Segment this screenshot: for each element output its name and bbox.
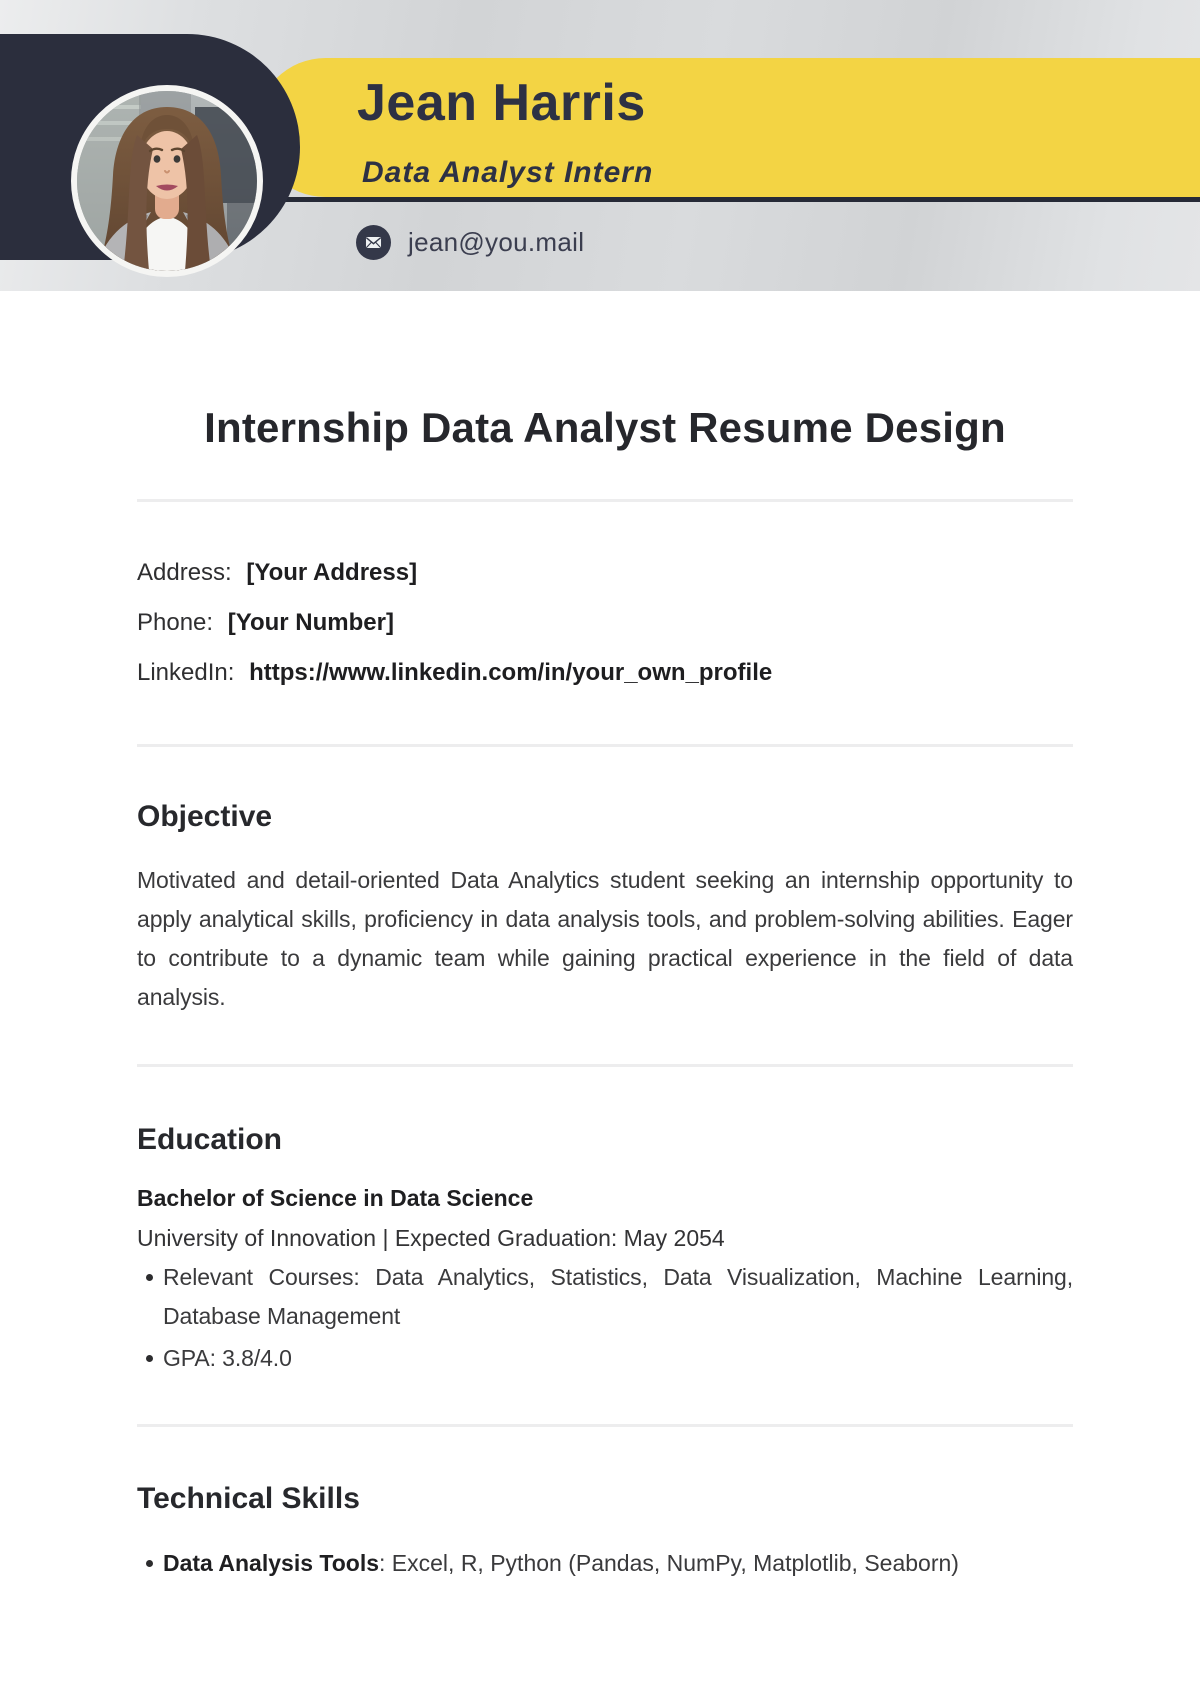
- list-item: GPA: 3.8/4.0: [137, 1339, 1073, 1378]
- list-item: Relevant Courses: Data Analytics, Statistics, Data Visualization, Machine Learning, Database Management: [137, 1258, 1073, 1336]
- technical-skills-list: [137, 1549, 1073, 1578]
- phone-value: [Your Number]: [227, 609, 394, 636]
- section-heading-technical-skills: Technical Skills: [137, 1482, 360, 1515]
- education-degree: Bachelor of Science in Data Science: [137, 1185, 534, 1211]
- address-value: [Your Address]: [246, 559, 418, 586]
- email-icon: [356, 225, 391, 260]
- email-row: [356, 225, 584, 260]
- contact-address-row: [137, 559, 1073, 587]
- person-name: Jean Harris: [357, 74, 646, 132]
- skill-values: : Excel, R, Python (Pandas, NumPy, Matplotlib, Seaborn): [379, 1550, 959, 1576]
- page-title: Internship Data Analyst Resume Design: [204, 404, 1006, 451]
- divider: [137, 499, 1073, 502]
- objective-paragraph: Motivated and detail-oriented Data Analytics student seeking an internship opportunity to apply analytical skills, proficiency in data analysis tools, and problem-solving abilities. Eager to contribute to a dynamic team while gaining practical experience in the field of data analysis.: [137, 867, 1073, 1010]
- list-item: [137, 1549, 1073, 1578]
- contact-phone-row: [137, 609, 1073, 637]
- contact-linkedin-row: [137, 659, 1073, 687]
- education-bullet-list: [137, 1258, 1073, 1378]
- header-dark-pill: [0, 34, 300, 260]
- linkedin-url[interactable]: https://www.linkedin.com/in/your_own_profile: [249, 659, 773, 686]
- phone-label: Phone:: [137, 609, 214, 636]
- linkedin-label: LinkedIn:: [137, 659, 235, 686]
- skill-category-label: Data Analysis Tools: [163, 1550, 380, 1576]
- person-role: Data Analyst Intern: [362, 156, 654, 189]
- divider: [137, 1424, 1073, 1427]
- resume-body: [0, 291, 1200, 1578]
- header-underline: [250, 197, 1200, 202]
- email-address: jean@you.mail: [408, 227, 585, 257]
- education-school-line: University of Innovation | Expected Graduation: May 2054: [137, 1225, 725, 1251]
- section-heading-education: Education: [137, 1123, 283, 1156]
- profile-photo-illustration: [77, 91, 257, 271]
- contact-block: [137, 559, 1073, 687]
- divider: [137, 744, 1073, 747]
- avatar: [71, 85, 263, 277]
- address-label: Address:: [137, 559, 232, 586]
- header-banner: [0, 0, 1200, 291]
- section-heading-objective: Objective: [137, 800, 273, 833]
- divider: [137, 1064, 1073, 1067]
